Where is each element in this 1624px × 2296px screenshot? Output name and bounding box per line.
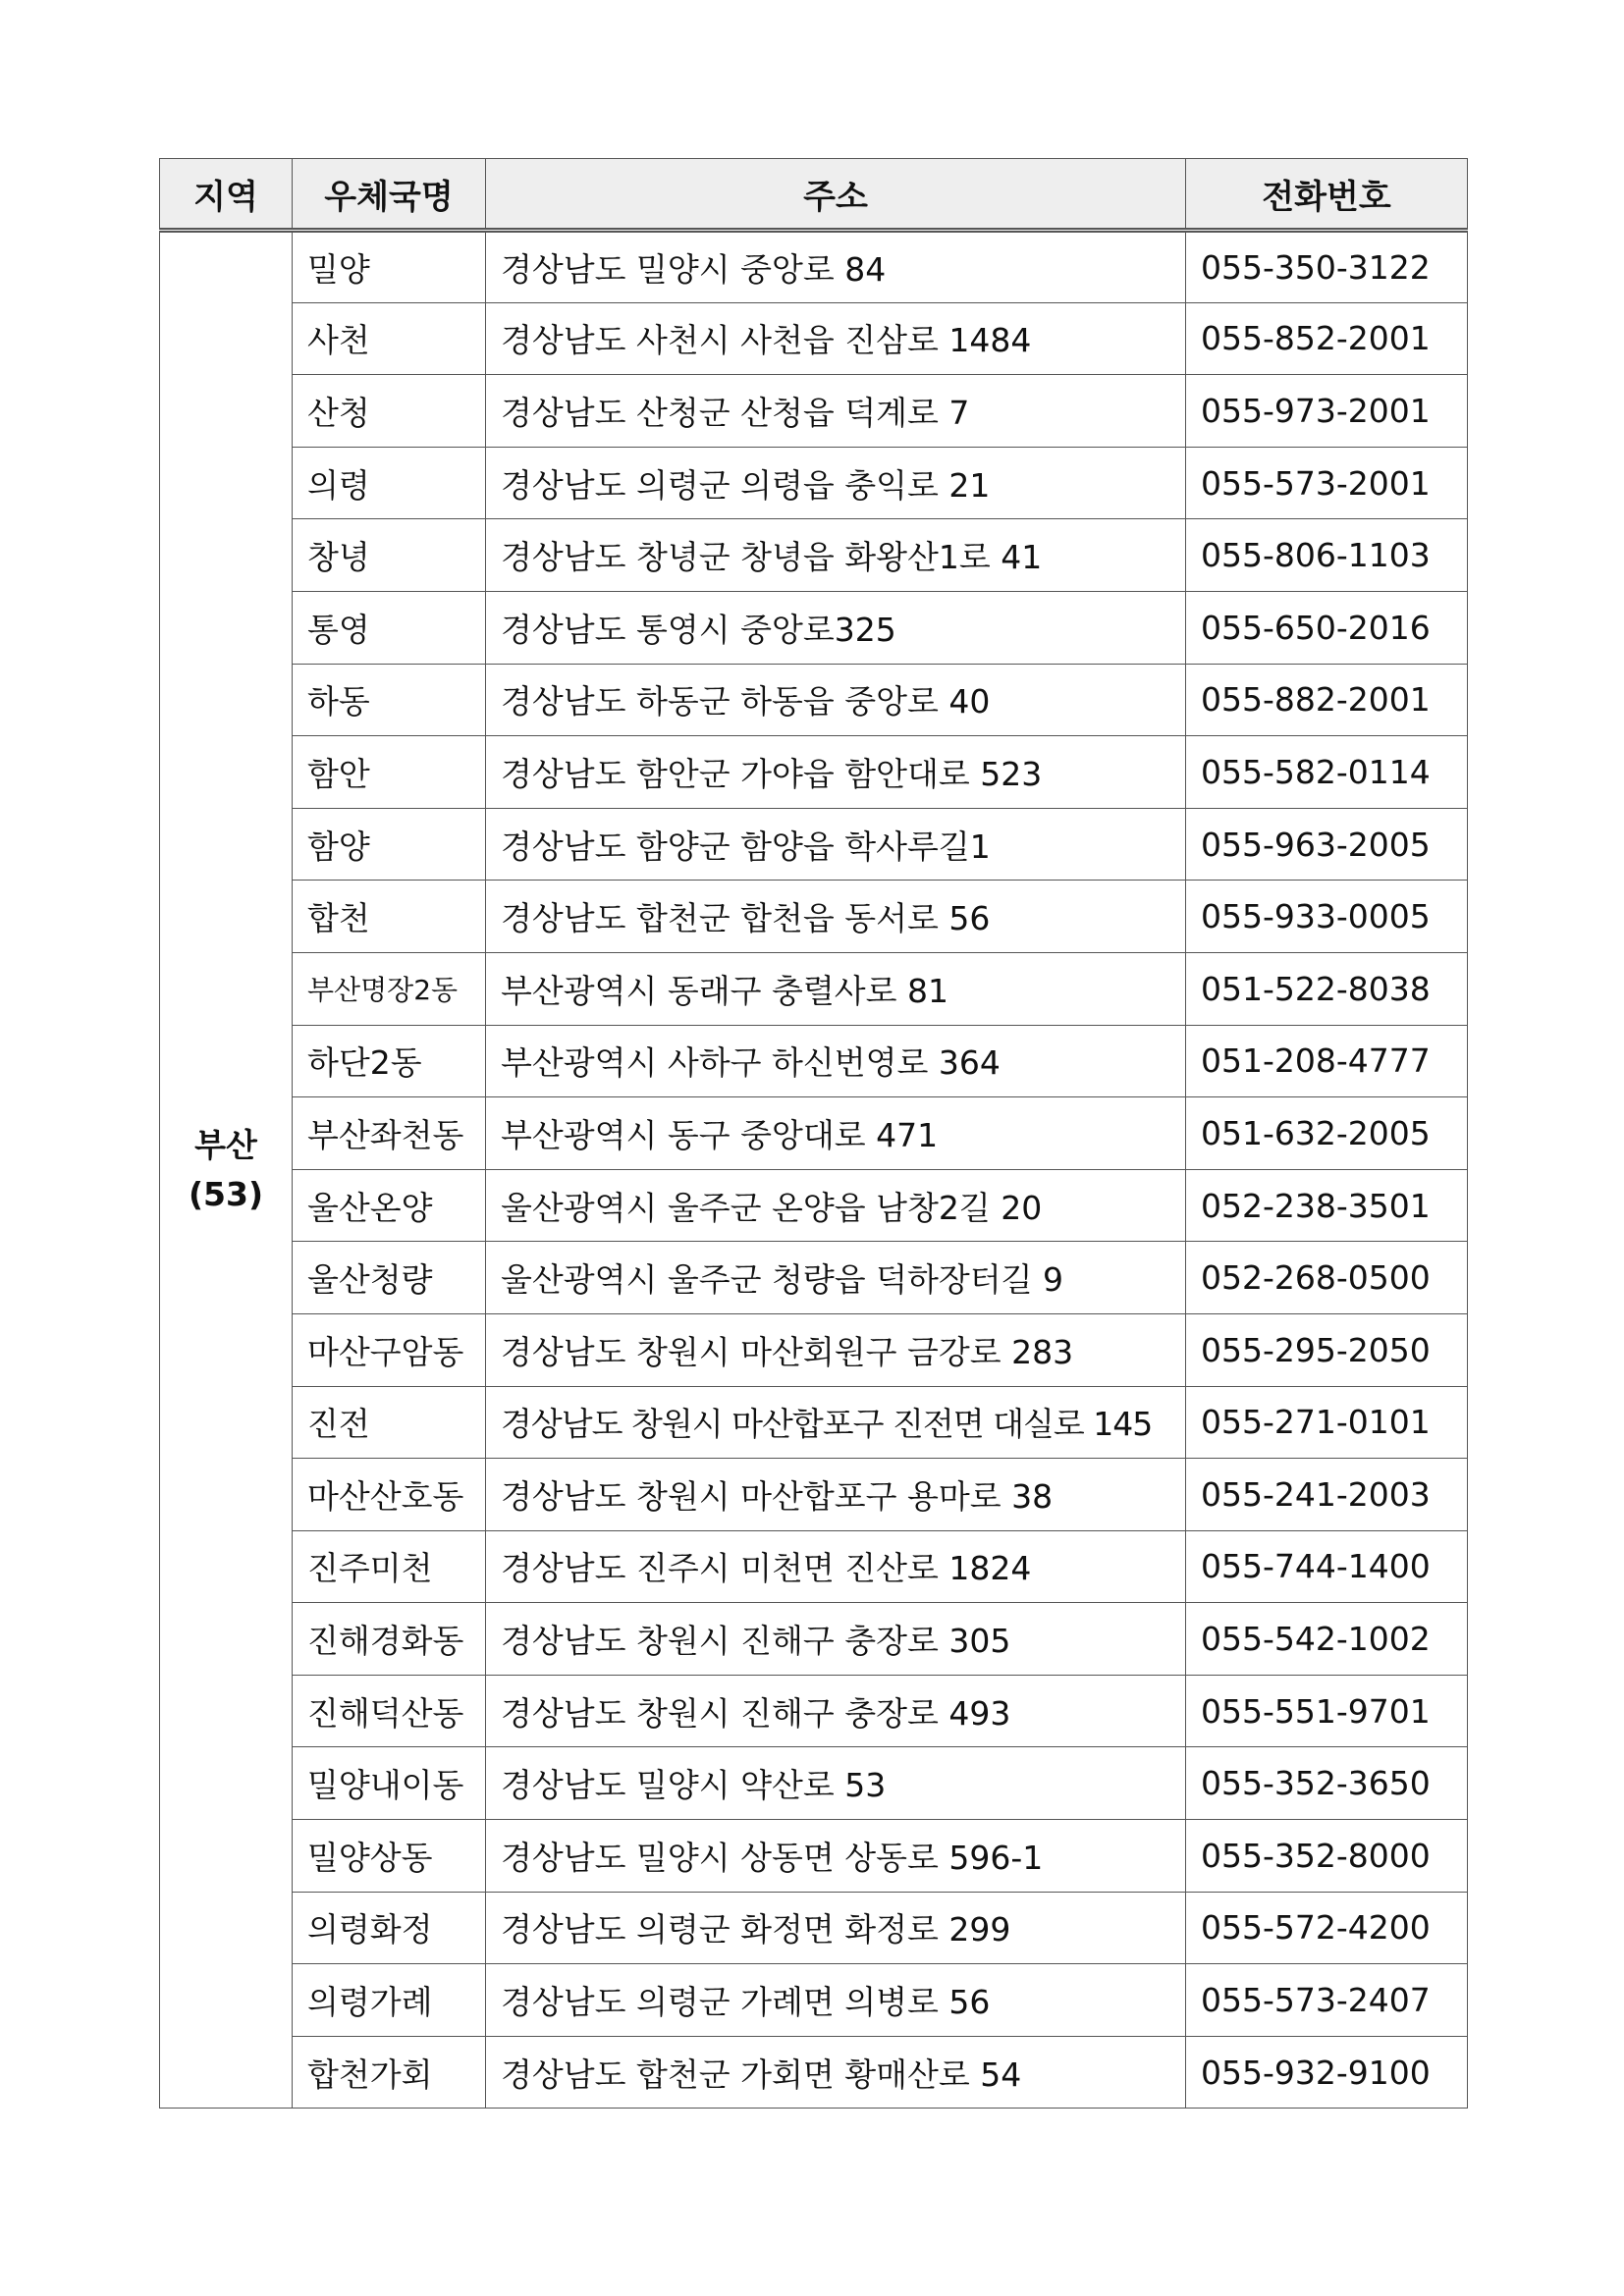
office-address: 경상남도 사천시 사천읍 진삼로 1484 — [486, 302, 1186, 375]
office-address: 경상남도 창원시 진해구 충장로 305 — [486, 1603, 1186, 1676]
office-address: 부산광역시 동구 중앙대로 471 — [486, 1097, 1186, 1170]
table-row — [160, 1675, 1468, 1747]
office-address: 경상남도 창원시 마산합포구 진전면 대실로 145 — [486, 1386, 1186, 1459]
office-name: 부산좌천동 — [293, 1097, 486, 1170]
office-phone: 055-542-1002 — [1186, 1603, 1468, 1676]
office-name: 진해경화동 — [293, 1603, 486, 1676]
office-address: 경상남도 밀양시 상동면 상동로 596-1 — [486, 1820, 1186, 1893]
office-name: 합천가회 — [293, 2036, 486, 2109]
table-row — [160, 1097, 1468, 1170]
header-row — [160, 159, 1468, 231]
office-phone: 051-208-4777 — [1186, 1025, 1468, 1097]
office-name: 합천 — [293, 881, 486, 953]
office-phone: 055-271-0101 — [1186, 1386, 1468, 1459]
office-name: 밀양내이동 — [293, 1747, 486, 1820]
header-region: 지역 — [160, 159, 293, 231]
table-row — [160, 1603, 1468, 1676]
office-address: 울산광역시 울주군 청량읍 덕하장터길 9 — [486, 1242, 1186, 1314]
office-name: 진주미천 — [293, 1530, 486, 1603]
office-address: 경상남도 의령군 가례면 의병로 56 — [486, 1964, 1186, 2037]
office-name: 의령화정 — [293, 1892, 486, 1964]
office-name: 사천 — [293, 302, 486, 375]
table-row — [160, 736, 1468, 809]
office-address: 경상남도 합천군 합천읍 동서로 56 — [486, 881, 1186, 953]
office-name: 부산명장2동 — [293, 952, 486, 1025]
table-row — [160, 808, 1468, 881]
table-row — [160, 1530, 1468, 1603]
table-row — [160, 1242, 1468, 1314]
office-name: 울산청량 — [293, 1242, 486, 1314]
table-row — [160, 1386, 1468, 1459]
office-address: 경상남도 창원시 마산회원구 금강로 283 — [486, 1313, 1186, 1386]
office-phone: 055-933-0005 — [1186, 881, 1468, 953]
office-phone: 055-572-4200 — [1186, 1892, 1468, 1964]
table-row — [160, 591, 1468, 664]
office-address: 경상남도 산청군 산청읍 덕계로 7 — [486, 375, 1186, 448]
office-address: 부산광역시 사하구 하신번영로 364 — [486, 1025, 1186, 1097]
office-phone: 055-806-1103 — [1186, 519, 1468, 592]
office-name: 울산온양 — [293, 1169, 486, 1242]
office-phone: 055-573-2407 — [1186, 1964, 1468, 2037]
office-address: 경상남도 창녕군 창녕읍 화왕산1로 41 — [486, 519, 1186, 592]
office-name: 하동 — [293, 664, 486, 736]
table-row — [160, 1820, 1468, 1893]
table-row — [160, 1964, 1468, 2037]
table-row — [160, 447, 1468, 519]
office-name: 밀양상동 — [293, 1820, 486, 1893]
office-address: 경상남도 통영시 중앙로325 — [486, 591, 1186, 664]
table-row — [160, 231, 1468, 303]
office-phone: 055-573-2001 — [1186, 447, 1468, 519]
office-address: 경상남도 의령군 의령읍 충익로 21 — [486, 447, 1186, 519]
office-name: 진해덕산동 — [293, 1675, 486, 1747]
office-phone: 055-882-2001 — [1186, 664, 1468, 736]
office-phone: 055-852-2001 — [1186, 302, 1468, 375]
table-row — [160, 1169, 1468, 1242]
office-name: 의령 — [293, 447, 486, 519]
office-name: 창녕 — [293, 519, 486, 592]
table-row — [160, 881, 1468, 953]
office-address: 경상남도 창원시 진해구 충장로 493 — [486, 1675, 1186, 1747]
header-phone: 전화번호 — [1186, 159, 1468, 231]
office-phone: 055-932-9100 — [1186, 2036, 1468, 2109]
region-name: 부산 — [194, 1126, 257, 1165]
office-address: 경상남도 함양군 함양읍 학사루길1 — [486, 808, 1186, 881]
office-phone: 055-963-2005 — [1186, 808, 1468, 881]
office-name: 함양 — [293, 808, 486, 881]
office-address: 경상남도 밀양시 중앙로 84 — [486, 231, 1186, 303]
office-address: 경상남도 의령군 화정면 화정로 299 — [486, 1892, 1186, 1964]
office-phone: 055-241-2003 — [1186, 1459, 1468, 1531]
region-count: (53) — [188, 1175, 264, 1214]
office-phone: 052-268-0500 — [1186, 1242, 1468, 1314]
table-row — [160, 1892, 1468, 1964]
table-row — [160, 1459, 1468, 1531]
table-row — [160, 1747, 1468, 1820]
table-row — [160, 2036, 1468, 2109]
office-address: 울산광역시 울주군 온양읍 남창2길 20 — [486, 1169, 1186, 1242]
header-address: 주소 — [486, 159, 1186, 231]
table-body — [160, 231, 1468, 2109]
office-phone: 051-632-2005 — [1186, 1097, 1468, 1170]
table-header — [160, 159, 1468, 231]
office-address: 경상남도 밀양시 약산로 53 — [486, 1747, 1186, 1820]
office-address: 경상남도 합천군 가회면 황매산로 54 — [486, 2036, 1186, 2109]
office-phone: 051-522-8038 — [1186, 952, 1468, 1025]
office-address: 경상남도 창원시 마산합포구 용마로 38 — [486, 1459, 1186, 1531]
office-phone: 055-582-0114 — [1186, 736, 1468, 809]
office-name: 밀양 — [293, 231, 486, 303]
office-name: 마산구암동 — [293, 1313, 486, 1386]
office-phone: 055-350-3122 — [1186, 231, 1468, 303]
office-phone: 055-352-3650 — [1186, 1747, 1468, 1820]
office-name: 함안 — [293, 736, 486, 809]
post-office-table — [159, 158, 1468, 2109]
office-phone: 055-973-2001 — [1186, 375, 1468, 448]
office-name: 의령가례 — [293, 1964, 486, 2037]
office-phone: 055-352-8000 — [1186, 1820, 1468, 1893]
office-name: 산청 — [293, 375, 486, 448]
office-phone: 055-551-9701 — [1186, 1675, 1468, 1747]
office-name: 마산산호동 — [293, 1459, 486, 1531]
table-row — [160, 1025, 1468, 1097]
office-name: 통영 — [293, 591, 486, 664]
table-row — [160, 952, 1468, 1025]
office-address: 경상남도 함안군 가야읍 함안대로 523 — [486, 736, 1186, 809]
table-row — [160, 302, 1468, 375]
region-cell — [160, 231, 293, 2109]
header-office-name: 우체국명 — [293, 159, 486, 231]
table-row — [160, 664, 1468, 736]
office-address: 경상남도 진주시 미천면 진산로 1824 — [486, 1530, 1186, 1603]
office-name: 하단2동 — [293, 1025, 486, 1097]
office-phone: 055-650-2016 — [1186, 591, 1468, 664]
office-phone: 055-744-1400 — [1186, 1530, 1468, 1603]
table-row — [160, 1313, 1468, 1386]
office-address: 부산광역시 동래구 충렬사로 81 — [486, 952, 1186, 1025]
office-address: 경상남도 하동군 하동읍 중앙로 40 — [486, 664, 1186, 736]
office-phone: 055-295-2050 — [1186, 1313, 1468, 1386]
office-phone: 052-238-3501 — [1186, 1169, 1468, 1242]
table-row — [160, 519, 1468, 592]
office-name: 진전 — [293, 1386, 486, 1459]
table-row — [160, 375, 1468, 448]
